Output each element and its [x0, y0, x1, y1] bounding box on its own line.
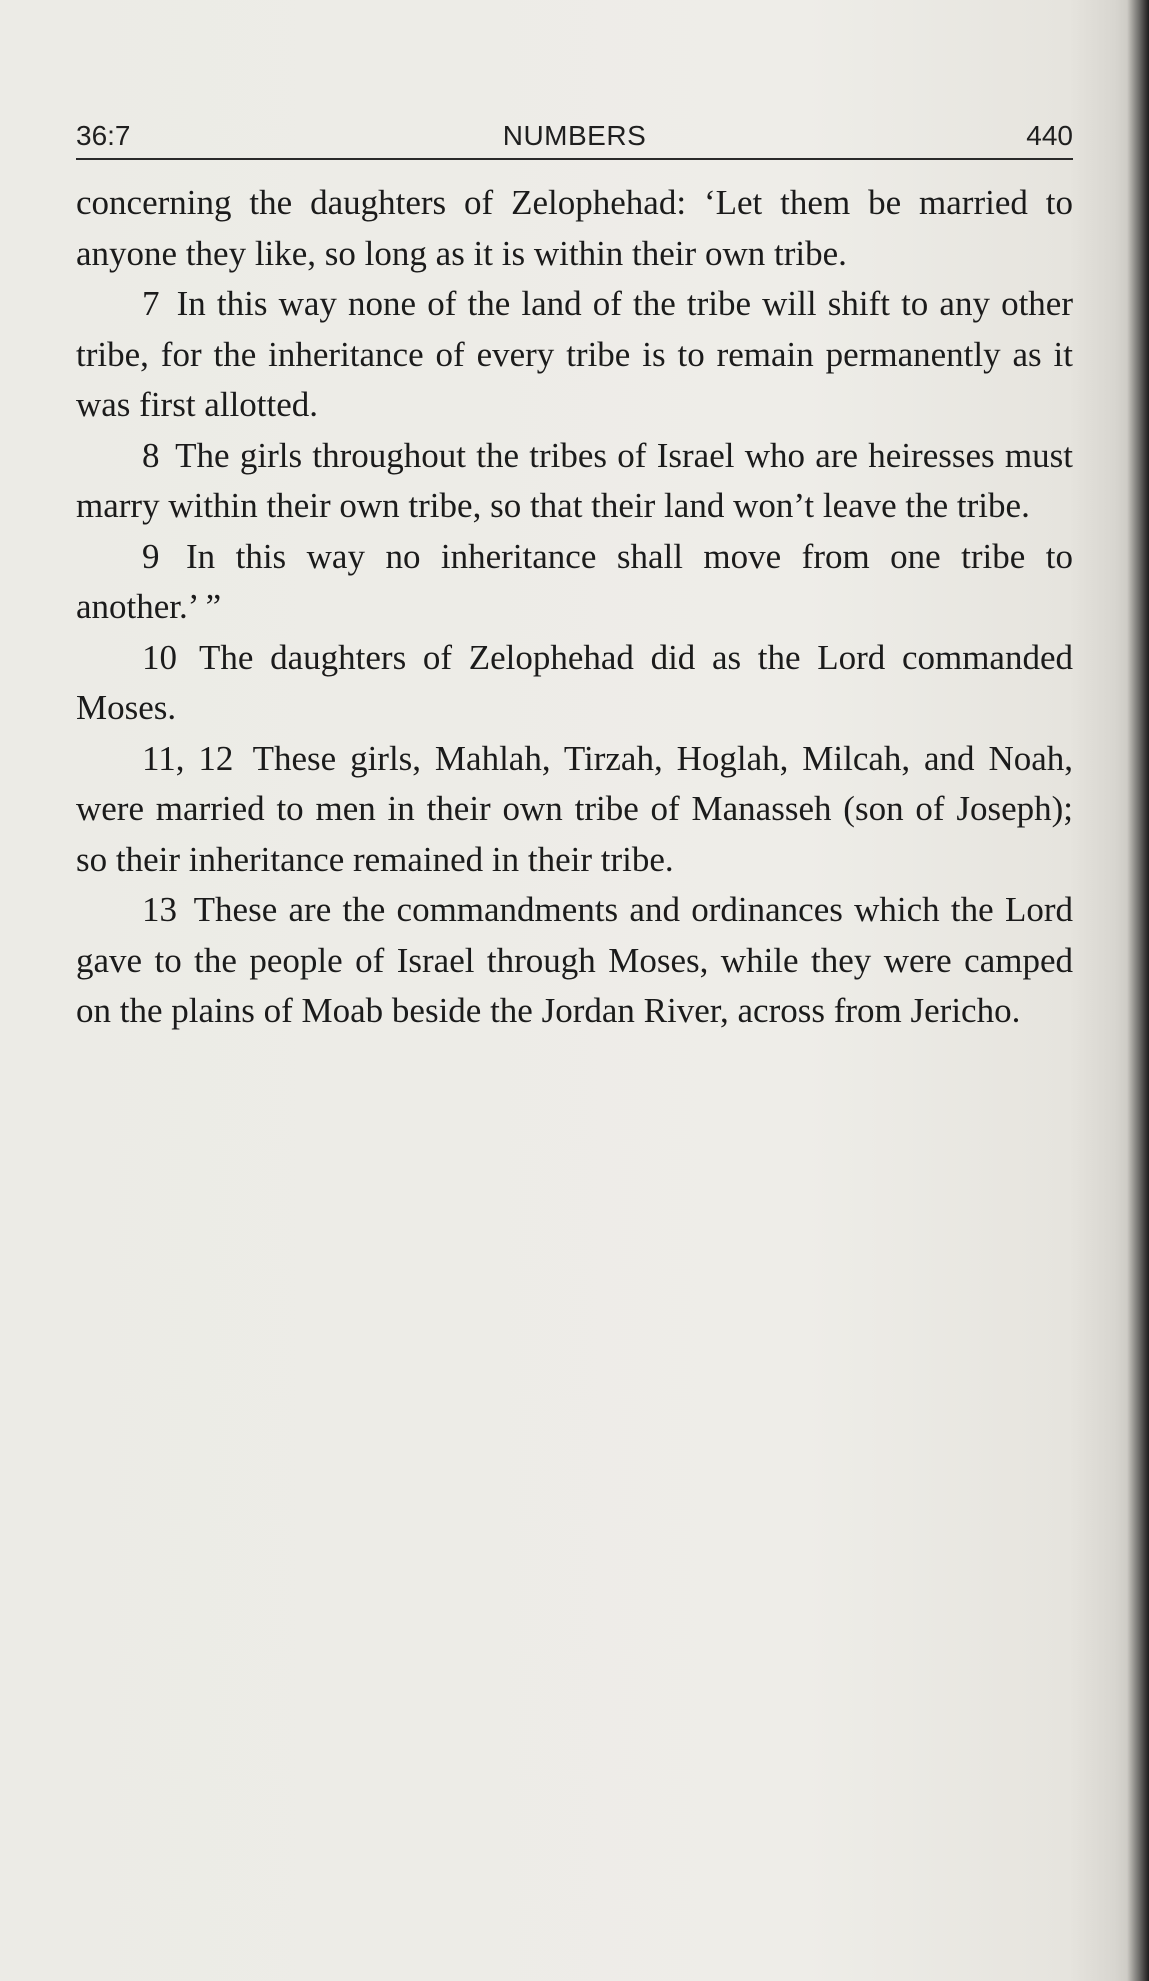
verse-number: 8: [142, 435, 160, 475]
paragraph-continuation: [76, 178, 1073, 279]
verse-text: concerning the daughters of Zelophehad: ‘Let them be married to anyone they like, so long as it is within their own tribe.: [76, 183, 1073, 273]
page-number: 440: [1026, 120, 1073, 151]
body-text: [76, 178, 1073, 1037]
verse-number: 11, 12: [142, 738, 234, 778]
chapter-verse-reference: 36:7: [76, 120, 131, 151]
verse-text: In this way none of the land of the tribe will shift to any other tribe, for the inheritance of every tribe is to remain permanently as it was first allotted.: [76, 284, 1074, 424]
book-title: NUMBERS: [502, 120, 647, 151]
verse-number: 7: [142, 284, 160, 323]
verse-text: The daughters of Zelophehad did as the Lord commanded Moses.: [76, 637, 1073, 727]
page-edge-shadow: [1127, 0, 1149, 1981]
paragraph-verse-13: [76, 885, 1073, 1037]
paragraph-verse-8: [76, 431, 1073, 532]
running-head: [76, 116, 1073, 156]
verse-text: The girls throughout the tribes of Israel who are heiresses must marry within their own tribe, so that their land won’t leave the tribe.: [76, 435, 1073, 525]
verse-text: These are the commandments and ordinances which the Lord gave to the people of Israel through Moses, while they were camped on the plains of Moab beside the Jordan River, across from Jericho.: [76, 890, 1074, 1030]
paragraph-verse-11-12: [76, 734, 1073, 886]
verse-text: These girls, Mahlah, Tirzah, Hoglah, Milcah, and Noah, were married to men in their own tribe of Manasseh (son of Joseph); so their inheritance remained in their tribe.: [76, 738, 1073, 879]
paragraph-verse-7: [76, 279, 1073, 431]
header-rule: [76, 158, 1073, 160]
verse-text: In this way no inheritance shall move from one tribe to another.’ ”: [76, 536, 1074, 626]
verse-number: 13: [142, 890, 177, 929]
paragraph-verse-10: [76, 633, 1073, 734]
paragraph-verse-9: [76, 532, 1073, 633]
verse-number: 9: [142, 536, 160, 576]
verse-number: 10: [142, 637, 177, 677]
